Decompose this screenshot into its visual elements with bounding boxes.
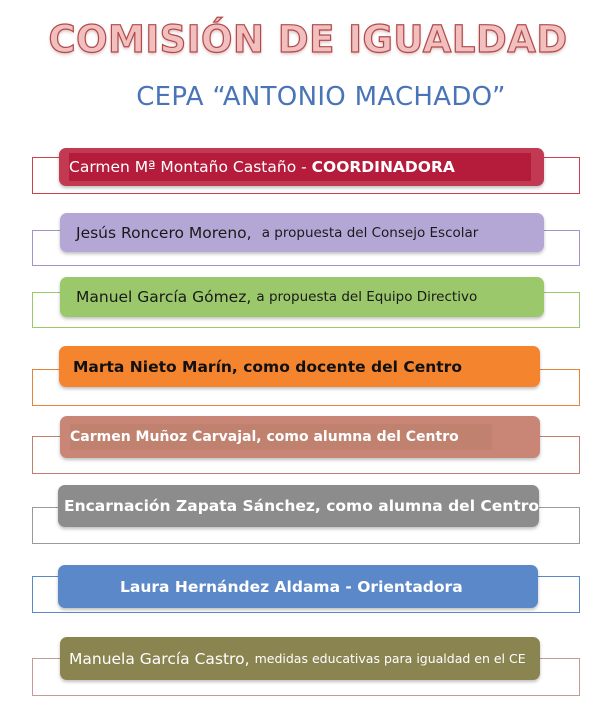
member-bar-alumna-2 <box>58 485 539 527</box>
member-role: a propuesta del Equipo Directivo <box>256 289 478 305</box>
member-bar-orientadora <box>58 565 538 608</box>
member-bar-equipo-directivo <box>60 277 544 317</box>
member-name: Laura Hernández Aldama - Orientadora <box>120 577 463 596</box>
member-name: Manuel García Gómez, <box>76 288 252 306</box>
member-name: Encarnación Zapata Sánchez, como alumna del Centro <box>64 497 539 515</box>
member-name: Marta Nieto Marín, como docente del Centro <box>73 357 462 376</box>
member-bar-docente <box>59 346 540 387</box>
member-role: medidas educativas para igualdad en el CE <box>254 651 526 666</box>
member-name: Carmen Mª Montaño Castaño - <box>69 158 307 176</box>
member-bar-medidas-igualdad <box>60 637 540 680</box>
page-title: COMISIÓN DE IGUALDAD <box>48 18 568 61</box>
member-name: Jesús Roncero Moreno, <box>76 223 252 242</box>
member-bar-alumna-1 <box>60 416 540 458</box>
member-bar-consejo-escolar <box>60 213 544 252</box>
member-name: Carmen Muñoz Carvajal, como alumna del Centro <box>70 429 459 445</box>
member-name: Manuela García Castro, <box>69 649 250 668</box>
member-role: a propuesta del Consejo Escolar <box>261 224 479 241</box>
member-bar-coordinadora <box>59 148 544 186</box>
page-subtitle: CEPA “ANTONIO MACHADO” <box>136 82 506 112</box>
member-role: COORDINADORA <box>311 158 455 176</box>
